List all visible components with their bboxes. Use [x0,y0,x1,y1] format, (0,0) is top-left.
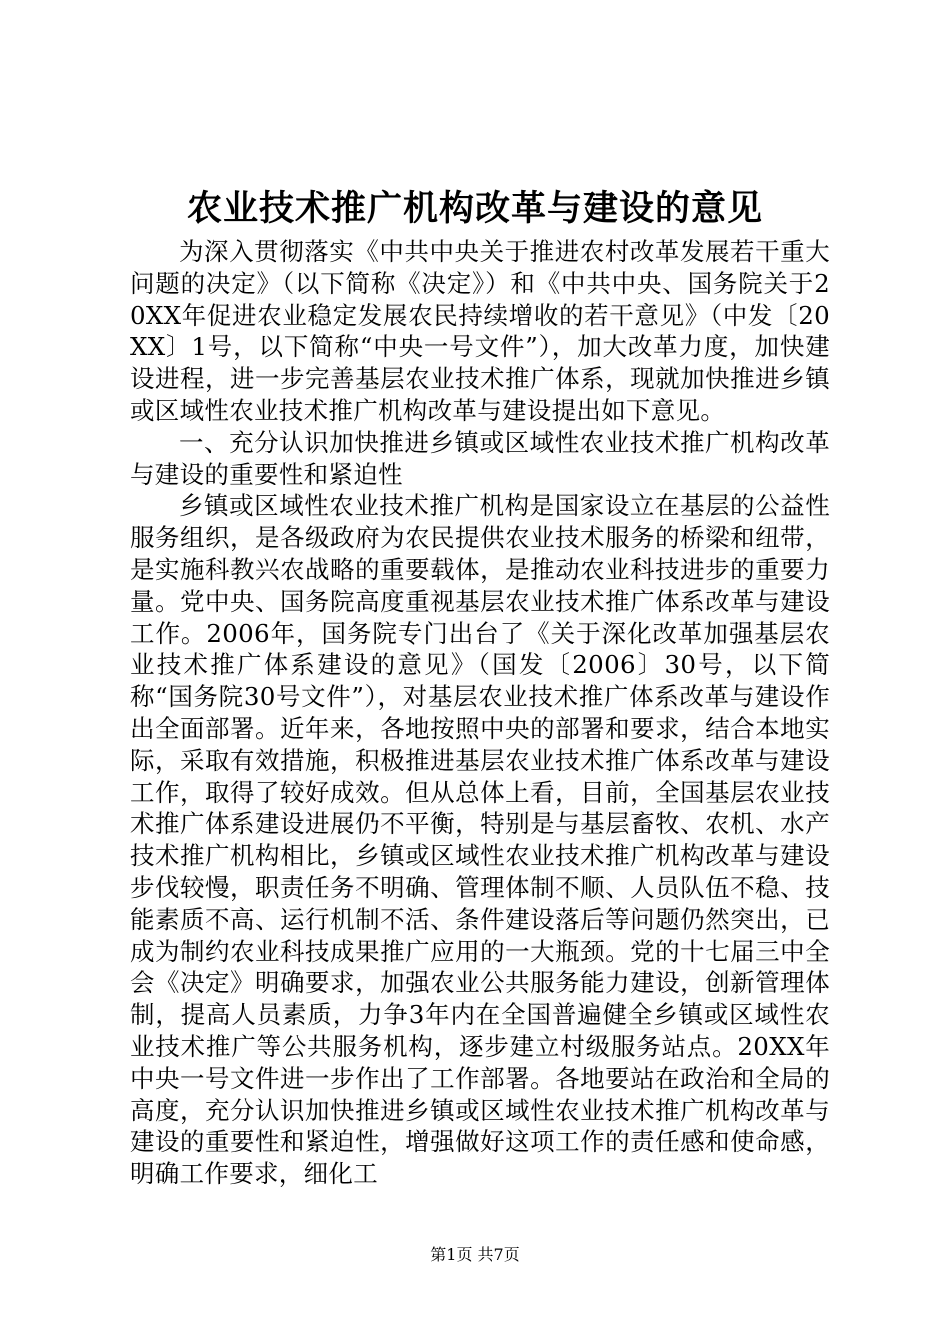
document-body [130,236,830,1190]
document-title: 农业技术推广机构改革与建设的意见 [186,188,763,229]
page-number: 第1页 共7页 [430,1245,520,1264]
body-paragraph: 乡镇或区域性农业技术推广机构是国家设立在基层的公益性服务组织，是各级政府为农民提供农业技术服务的桥梁和纽带，是实施科教兴农战略的重要载体，是推动农业科技进步的重要力量。党中央、国务院高度重视基层农业技术推广体系改革与建设工作。2006年，国务院专门出台了《关于深化改革加强基层农业技术推广体系建设的意见》（国发〔2006〕30号，以下简称“国务院30号文件”），对基层农业技术推广体系改革与建设作出全面部署。近年来，各地按照中央的部署和要求，结合本地实际，采取有效措施，积极推进基层农业技术推广体系改革与建设工作，取得了较好成效。但从总体上看，目前，全国基层农业技术推广体系建设进展仍不平衡，特别是与基层畜牧、农机、水产技术推广机构相比，乡镇或区域性农业技术推广机构改革与建设步伐较慢，职责任务不明确、管理体制不顺、人员队伍不稳、技能素质不高、运行机制不活、条件建设落后等问题仍然突出，已成为制约农业科技成果推广应用的一大瓶颈。党的十七届三中全会《决定》明确要求，加强农业公共服务能力建设，创新管理体制，提高人员素质，力争3年内在全国普遍健全乡镇或区域性农业技术推广等公共服务机构，逐步建立村级服务站点。20XX年中央一号文件进一步作出了工作部署。各地要站在政治和全局的高度，充分认识加快推进乡镇或区域性农业技术推广机构改革与建设的重要性和紧迫性，增强做好这项工作的责任感和使命感，明确工作要求，细化工 [130,491,830,1189]
intro-paragraph: 为深入贯彻落实《中共中央关于推进农村改革发展若干重大问题的决定》（以下简称《决定》）和《中共中央、国务院关于20XX年促进农业稳定发展农民持续增收的若干意见》（中发〔20XX〕1号，以下简称“中央一号文件”），加大改革力度，加快建设进程，进一步完善基层农业技术推广体系，现就加快推进乡镇或区域性农业技术推广机构改革与建设提出如下意见。 [130,237,830,425]
section-heading: 一、充分认识加快推进乡镇或区域性农业技术推广机构改革与建设的重要性和紧迫性 [130,427,830,489]
